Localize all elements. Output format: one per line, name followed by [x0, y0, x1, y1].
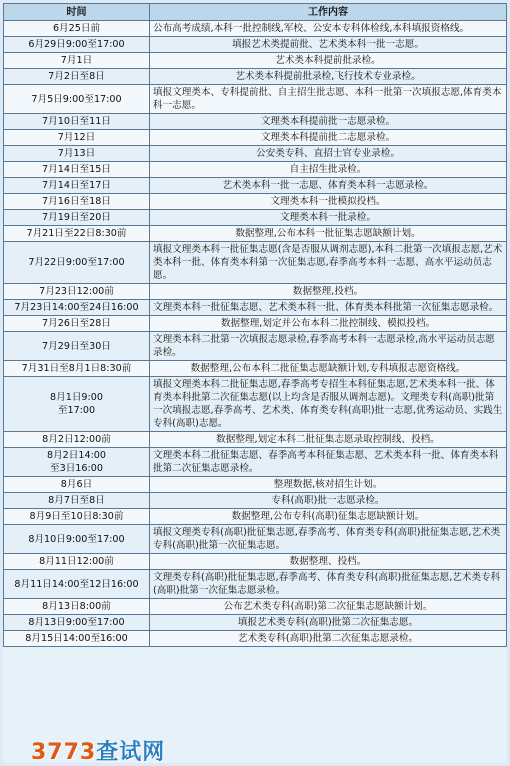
- table-row: [4, 69, 507, 85]
- row-work: 文理类本科一批征集志愿、艺术类本科一批、体育类本科批第一次征集志愿录检。: [150, 300, 507, 316]
- row-work: 艺术类本科提前批录检。: [150, 53, 507, 69]
- row-work: 文理类专科(高职)批征集志愿,春季高考、体育类专科(高职)批征集志愿,艺术类专科(高职)批第一次征集志愿录检。: [150, 570, 507, 599]
- table-row: [4, 525, 507, 554]
- row-work: 数据整理,公布本科二批征集志愿缺额计划,专科填报志愿资格线。: [150, 361, 507, 377]
- table-row: [4, 146, 507, 162]
- table-body: [4, 21, 507, 647]
- row-time: 7月13日: [4, 146, 150, 162]
- row-work: 填报文理类本科一批征集志愿(含是否服从调剂志愿),本科二批第一次填报志愿,艺术类本科一批、体育类本科第一次征集志愿,春季高考本科一志愿、高水平运动员志愿。: [150, 242, 507, 284]
- row-work: 数据整理,划定本科二批征集志愿录取控制线、投档。: [150, 432, 507, 448]
- row-time: 6月25日前: [4, 21, 150, 37]
- row-work: 公安类专科、直招士官专业录检。: [150, 146, 507, 162]
- table-row: [4, 178, 507, 194]
- row-work: 数据整理,投档。: [150, 284, 507, 300]
- table-row: [4, 432, 507, 448]
- row-time: 8月11日12:00前: [4, 554, 150, 570]
- table-row: [4, 114, 507, 130]
- table-row: [4, 226, 507, 242]
- row-work: 填报文理类本、专科提前批、自主招生批志愿、本科一批第一次填报志愿,体育类本科一志愿。: [150, 85, 507, 114]
- table-row: [4, 284, 507, 300]
- row-work: 文理类本科二批征集志愿、春季高考本科征集志愿、艺术类本科一批、体育类本科批第二次征集志愿录检。: [150, 448, 507, 477]
- table-row: [4, 448, 507, 477]
- logo-number: 3773: [31, 740, 97, 765]
- table-row: [4, 570, 507, 599]
- row-time: 7月14日至15日: [4, 162, 150, 178]
- row-time: 7月23日12:00前: [4, 284, 150, 300]
- row-work: 艺术类本科提前批录检,飞行技术专业录检。: [150, 69, 507, 85]
- table-row: [4, 21, 507, 37]
- table-row: [4, 493, 507, 509]
- row-time: 8月2日14:00 至3日16:00: [4, 448, 150, 477]
- row-time: 8月10日9:00至17:00: [4, 525, 150, 554]
- row-time: 7月23日14:00至24日16:00: [4, 300, 150, 316]
- table-row: [4, 509, 507, 525]
- table-row: [4, 631, 507, 647]
- row-work: 公布高考成绩,本科一批控制线,军校、公安本专科体检线,本科填报资格线。: [150, 21, 507, 37]
- table-row: [4, 210, 507, 226]
- row-time: 7月26日至28日: [4, 316, 150, 332]
- table-row: [4, 85, 507, 114]
- row-work: 文理类本科一批模拟投档。: [150, 194, 507, 210]
- row-work: 整理数据,核对招生计划。: [150, 477, 507, 493]
- table-row: [4, 194, 507, 210]
- table-row: [4, 477, 507, 493]
- row-time: 8月13日8:00前: [4, 599, 150, 615]
- row-work: 艺术类专科(高职)批第二次征集志愿录检。: [150, 631, 507, 647]
- row-time: 8月1日9:00 至17:00: [4, 377, 150, 432]
- table-row: [4, 377, 507, 432]
- row-time: 8月11日14:00至12日16:00: [4, 570, 150, 599]
- table-row: [4, 300, 507, 316]
- row-time: 7月1日: [4, 53, 150, 69]
- row-time: 7月31日至8月1日8:30前: [4, 361, 150, 377]
- table-row: [4, 615, 507, 631]
- row-work: 数据整理,公布专科(高职)征集志愿缺额计划。: [150, 509, 507, 525]
- row-time: 7月29日至30日: [4, 332, 150, 361]
- row-time: 7月5日9:00至17:00: [4, 85, 150, 114]
- site-logo: [31, 735, 181, 765]
- row-time: 7月14日至17日: [4, 178, 150, 194]
- logo-text: 查试网: [96, 740, 166, 765]
- row-work: 艺术类本科一批一志愿、体育类本科一志愿录检。: [150, 178, 507, 194]
- row-work: 数据整理,公布本科一批征集志愿缺额计划。: [150, 226, 507, 242]
- row-work: 公布艺术类专科(高职)第二次征集志愿缺额计划。: [150, 599, 507, 615]
- row-time: 7月22日9:00至17:00: [4, 242, 150, 284]
- table-row: [4, 37, 507, 53]
- row-work: 数据整理、投档。: [150, 554, 507, 570]
- table-row: [4, 162, 507, 178]
- table-row: [4, 332, 507, 361]
- table-header-row: [4, 4, 507, 21]
- row-time: 7月10日至11日: [4, 114, 150, 130]
- row-work: 专科(高职)批一志愿录检。: [150, 493, 507, 509]
- row-work: 数据整理,划定并公布本科二批控制线、模拟投档。: [150, 316, 507, 332]
- table-row: [4, 361, 507, 377]
- row-work: 填报文理类本科二批征集志愿,春季高考专招生本科征集志愿,艺术类本科一批、体育类本科批第二次征集志愿(以上均含是否服从调剂志愿)。文理类专科(高职)批第一次填报志愿,春季高考、艺术类、体育类专科(高职)批一志愿,优秀运动员、实践生专科(高职)志愿。: [150, 377, 507, 432]
- row-time: 8月13日9:00至17:00: [4, 615, 150, 631]
- row-time: 8月15日14:00至16:00: [4, 631, 150, 647]
- table-row: [4, 53, 507, 69]
- schedule-page: [3, 3, 507, 763]
- row-time: 8月7日至8日: [4, 493, 150, 509]
- table-row: [4, 242, 507, 284]
- row-work: 文理类本科提前批二志愿录检。: [150, 130, 507, 146]
- row-time: 8月9日至10日8:30前: [4, 509, 150, 525]
- row-time: 8月6日: [4, 477, 150, 493]
- header-work: 工作内容: [150, 4, 507, 21]
- row-work: 文理类本科二批第一次填报志愿录检,春季高考本科一志愿录检,高水平运动员志愿录检。: [150, 332, 507, 361]
- row-work: 自主招生批录检。: [150, 162, 507, 178]
- row-work: 填报文理类专科(高职)批征集志愿,春季高考、体育类专科(高职)批征集志愿,艺术类专科(高职)批第一次征集志愿。: [150, 525, 507, 554]
- table-row: [4, 599, 507, 615]
- row-work: 填报艺术类专科(高职)批第二次征集志愿。: [150, 615, 507, 631]
- schedule-table: [3, 3, 507, 647]
- row-work: 文理类本科一批录检。: [150, 210, 507, 226]
- table-row: [4, 130, 507, 146]
- table-row: [4, 316, 507, 332]
- row-time: 7月19日至20日: [4, 210, 150, 226]
- header-time: 时间: [4, 4, 150, 21]
- row-time: 7月16日至18日: [4, 194, 150, 210]
- row-time: 6月29日9:00至17:00: [4, 37, 150, 53]
- row-work: 填报艺术类提前批、艺术类本科一批一志愿。: [150, 37, 507, 53]
- row-work: 文理类本科提前批一志愿录检。: [150, 114, 507, 130]
- row-time: 7月21日至22日8:30前: [4, 226, 150, 242]
- row-time: 7月12日: [4, 130, 150, 146]
- table-row: [4, 554, 507, 570]
- row-time: 7月2日至8日: [4, 69, 150, 85]
- row-time: 8月2日12:00前: [4, 432, 150, 448]
